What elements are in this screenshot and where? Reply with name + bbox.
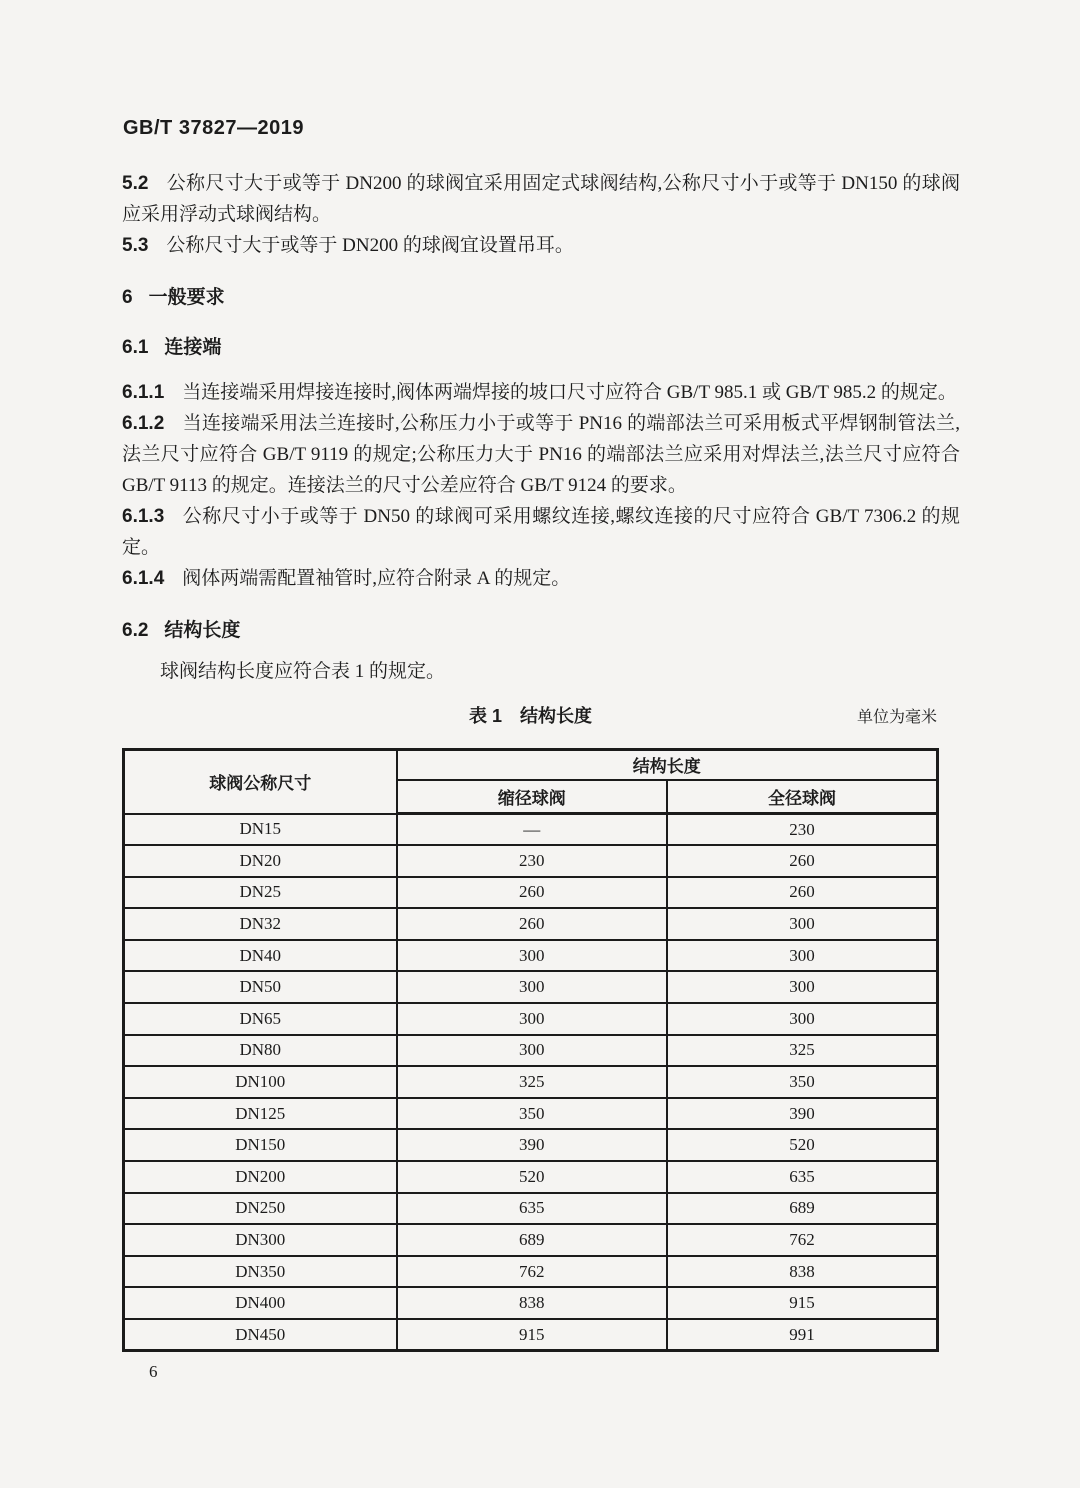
section-number: 6.2	[122, 620, 149, 641]
section-6-2-block	[122, 618, 960, 687]
full-bore-cell: 915	[667, 1287, 938, 1319]
full-bore-cell: 390	[667, 1098, 938, 1130]
clause-number: 6.1.3	[122, 506, 165, 527]
table-row	[124, 1003, 938, 1035]
clause-number: 6.1.1	[122, 382, 165, 403]
table-row	[124, 971, 938, 1003]
full-bore-cell: 325	[667, 1035, 938, 1067]
section-number: 6	[122, 287, 133, 308]
table-row	[124, 908, 938, 940]
dn-size-cell: DN400	[124, 1287, 397, 1319]
clause-number: 6.1.2	[122, 413, 165, 434]
full-bore-cell: 991	[667, 1319, 938, 1351]
section-number: 6.1	[122, 337, 149, 358]
table-row	[124, 1161, 938, 1193]
reduced-bore-cell: 635	[397, 1193, 668, 1225]
reduced-bore-cell: 390	[397, 1129, 668, 1161]
column-header-full-bore: 全径球阀	[667, 780, 938, 814]
table-caption-title: 结构长度	[520, 706, 592, 726]
clause-text: 公称尺寸大于或等于 DN200 的球阀宜采用固定式球阀结构,公称尺寸小于或等于 DN150 的球阀应采用浮动式球阀结构。	[122, 173, 960, 225]
section-heading-6-2	[122, 618, 960, 644]
dn-size-cell: DN40	[124, 940, 397, 972]
clause-text: 公称尺寸大于或等于 DN200 的球阀宜设置吊耳。	[166, 235, 574, 256]
dn-size-cell: DN25	[124, 877, 397, 909]
table-row	[124, 1129, 938, 1161]
column-header-reduced-bore: 缩径球阀	[397, 780, 668, 814]
section-title: 连接端	[164, 337, 222, 358]
full-bore-cell: 230	[667, 814, 938, 846]
table-row	[124, 1287, 938, 1319]
table-header	[124, 750, 938, 814]
dn-size-cell: DN150	[124, 1129, 397, 1161]
dn-size-cell: DN300	[124, 1224, 397, 1256]
table-caption-label: 表 1	[468, 706, 502, 726]
reduced-bore-cell: 838	[397, 1287, 668, 1319]
dn-size-cell: DN350	[124, 1256, 397, 1288]
full-bore-cell: 838	[667, 1256, 938, 1288]
running-header: GB/T 37827—2019	[123, 117, 304, 139]
reduced-bore-cell: 230	[397, 845, 668, 877]
full-bore-cell: 350	[667, 1066, 938, 1098]
clause-6-1-3	[122, 501, 960, 563]
section-title: 结构长度	[164, 620, 241, 641]
table-row	[124, 814, 938, 846]
dn-size-cell: DN15	[124, 814, 397, 846]
table-intro-text: 球阀结构长度应符合表 1 的规定。	[160, 661, 446, 682]
section-heading-6-1	[122, 335, 960, 361]
dn-size-cell: DN125	[124, 1098, 397, 1130]
dn-size-cell: DN32	[124, 908, 397, 940]
table-body	[124, 814, 938, 1351]
full-bore-cell: 762	[667, 1224, 938, 1256]
clause-6-1-2	[122, 408, 960, 501]
clause-text: 公称尺寸小于或等于 DN50 的球阀可采用螺纹连接,螺纹连接的尺寸应符合 GB/T 7306.2 的规定。	[122, 506, 960, 558]
clause-number: 5.3	[122, 235, 149, 256]
section-heading-6	[122, 285, 960, 311]
clause-text: 阀体两端需配置袖管时,应符合附录 A 的规定。	[182, 568, 571, 589]
table-caption-row	[122, 702, 939, 728]
full-bore-cell: 520	[667, 1129, 938, 1161]
clause-6-1-1	[122, 377, 960, 408]
reduced-bore-cell: 915	[397, 1319, 668, 1351]
full-bore-cell: 635	[667, 1161, 938, 1193]
table-row	[124, 1098, 938, 1130]
full-bore-cell: 300	[667, 908, 938, 940]
table-row	[124, 940, 938, 972]
table-row	[124, 877, 938, 909]
dn-size-cell: DN80	[124, 1035, 397, 1067]
clause-text: 当连接端采用法兰连接时,公称压力小于或等于 PN16 的端部法兰可采用板式平焊钢制管法兰,法兰尺寸应符合 GB/T 9119 的规定;公称压力大于 PN16 的端部法兰应采用对焊法兰,法兰尺寸应符合 GB/T 9113 的规定。连接法兰的尺寸公差应符合 GB/T 9124 的要求。	[122, 413, 960, 496]
dn-size-cell: DN100	[124, 1066, 397, 1098]
table-row	[124, 1256, 938, 1288]
section-title: 一般要求	[148, 287, 225, 308]
table-header-row-group	[124, 750, 938, 780]
page-number: 6	[149, 1362, 158, 1381]
table-row	[124, 845, 938, 877]
reduced-bore-cell: 520	[397, 1161, 668, 1193]
table-row	[124, 1193, 938, 1225]
full-bore-cell: 300	[667, 971, 938, 1003]
reduced-bore-cell: 260	[397, 877, 668, 909]
full-bore-cell: 260	[667, 845, 938, 877]
reduced-bore-cell: 325	[397, 1066, 668, 1098]
full-bore-cell: 260	[667, 877, 938, 909]
table-row	[124, 1319, 938, 1351]
structural-length-table	[122, 748, 939, 1352]
body-text-block	[122, 168, 960, 594]
reduced-bore-cell: 300	[397, 940, 668, 972]
reduced-bore-cell: 689	[397, 1224, 668, 1256]
full-bore-cell: 300	[667, 1003, 938, 1035]
clause-number: 6.1.4	[122, 568, 165, 589]
clause-text: 当连接端采用焊接连接时,阀体两端焊接的坡口尺寸应符合 GB/T 985.1 或 GB/T 985.2 的规定。	[182, 382, 957, 403]
reduced-bore-cell: 300	[397, 971, 668, 1003]
clause-number: 5.2	[122, 173, 149, 194]
reduced-bore-cell: 350	[397, 1098, 668, 1130]
table-caption	[122, 702, 939, 728]
table-row	[124, 1035, 938, 1067]
table-row	[124, 1066, 938, 1098]
reduced-bore-cell: 260	[397, 908, 668, 940]
clause-5-2	[122, 168, 960, 230]
full-bore-cell: 689	[667, 1193, 938, 1225]
table-unit-note: 单位为毫米	[856, 709, 937, 726]
reduced-bore-cell: 300	[397, 1003, 668, 1035]
column-header-dn-size: 球阀公称尺寸	[124, 750, 397, 814]
column-header-structural-length: 结构长度	[397, 750, 938, 780]
clause-5-3	[122, 230, 960, 261]
reduced-bore-cell: 300	[397, 1035, 668, 1067]
dn-size-cell: DN65	[124, 1003, 397, 1035]
dn-size-cell: DN50	[124, 971, 397, 1003]
reduced-bore-cell: 762	[397, 1256, 668, 1288]
reduced-bore-cell: —	[397, 814, 668, 846]
dn-size-cell: DN200	[124, 1161, 397, 1193]
full-bore-cell: 300	[667, 940, 938, 972]
clause-6-1-4	[122, 563, 960, 594]
dn-size-cell: DN20	[124, 845, 397, 877]
dn-size-cell: DN250	[124, 1193, 397, 1225]
dn-size-cell: DN450	[124, 1319, 397, 1351]
table-row	[124, 1224, 938, 1256]
